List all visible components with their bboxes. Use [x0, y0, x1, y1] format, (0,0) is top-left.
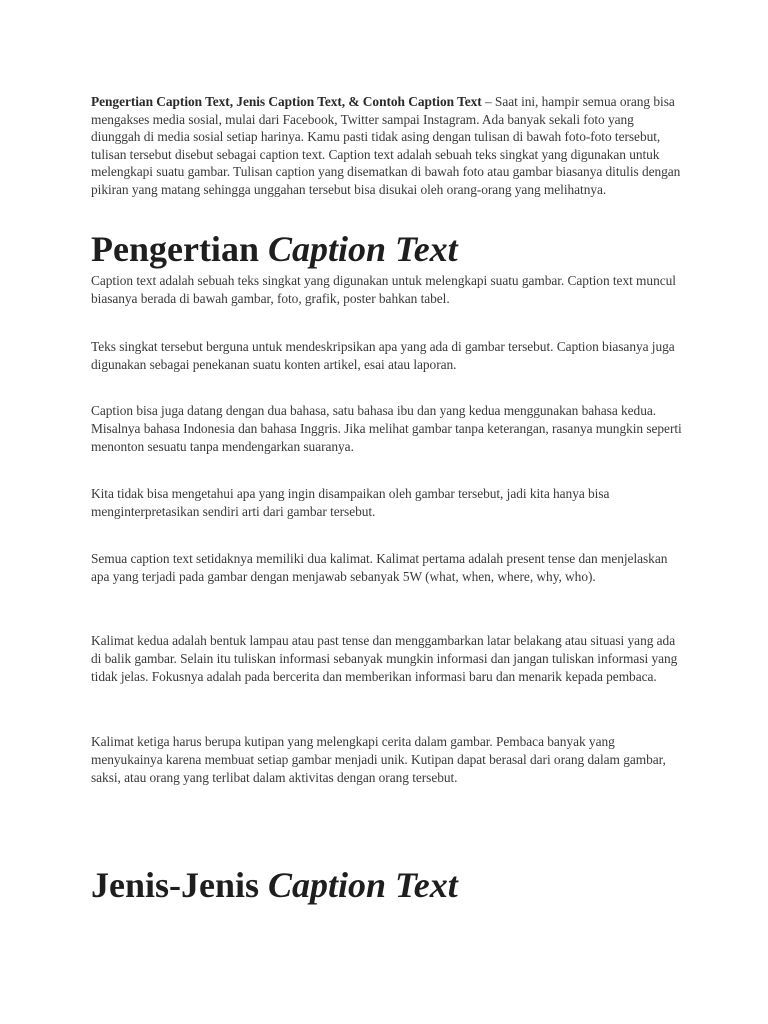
heading-pengertian-plain: Pengertian — [91, 229, 268, 269]
paragraph-3: Caption bisa juga datang dengan dua bahasa, satu bahasa ibu dan yang kedua menggunakan bahasa kedua. Misalnya bahasa Indonesia dan bahasa Inggris. Jika melihat gambar tanpa keterangan, rasanya mungkin seperti menonton sesuatu tanpa mendengarkan suaranya. — [91, 403, 682, 454]
paragraph-2: Teks singkat tersebut berguna untuk mendeskripsikan apa yang ada di gambar tersebut. Caption biasanya juga digunakan sebagai penekanan suatu konten artikel, esai atau laporan. — [91, 339, 675, 372]
heading-pengertian — [91, 229, 458, 269]
paragraph-6: Kalimat kedua adalah bentuk lampau atau past tense dan menggambarkan latar belakang atau situasi yang ada di balik gambar. Selain itu tuliskan informasi sebanyak mungkin informasi dan jangan tuliskan informasi yang tidak jelas. Fokusnya adalah pada bercerita dan memberikan informasi baru dan menarik kepada pembaca. — [91, 633, 678, 684]
paragraph-1: Caption text adalah sebuah teks singkat yang digunakan untuk melengkapi suatu gambar. Caption text muncul biasanya berada di bawah gambar, foto, grafik, poster bahkan tabel. — [91, 273, 676, 306]
intro-body: Saat ini, hampir semua orang bisa mengakses media sosial, mulai dari Facebook, Twitter sampai Instagram. Ada banyak sekali foto yang diunggah di media sosial setiap harinya. Kamu pasti tidak asing dengan tulisan di bawah foto-foto tersebut, tulisan tersebut disebut sebagai caption text. Caption text adalah sebuah teks singkat yang digunakan untuk melengkapi suatu gambar. Tulisan caption yang disematkan di bawah foto atau gambar biasanya ditulis dengan pikiran yang matang sehingga unggahan tersebut bisa disukai oleh orang-orang yang melihatnya. — [91, 94, 681, 197]
intro-paragraph — [91, 93, 683, 199]
intro-dash: – — [481, 94, 495, 109]
heading-jenis-italic: Caption Text — [268, 865, 458, 905]
paragraph-4: Kita tidak bisa mengetahui apa yang ingin disampaikan oleh gambar tersebut, jadi kita hanya bisa menginterpretasikan sendiri arti dari gambar tersebut. — [91, 486, 610, 519]
paragraph-5: Semua caption text setidaknya memiliki dua kalimat. Kalimat pertama adalah present tense dan menjelaskan apa yang terjadi pada gambar dengan menjawab sebanyak 5W (what, when, where, why, who). — [91, 551, 668, 584]
intro-lead: Pengertian Caption Text, Jenis Caption Text, & Contoh Caption Text — [91, 94, 482, 109]
heading-pengertian-italic: Caption Text — [267, 229, 458, 269]
heading-jenis-jenis — [91, 865, 458, 905]
heading-jenis-plain: Jenis-Jenis — [91, 865, 269, 905]
paragraph-7: Kalimat ketiga harus berupa kutipan yang melengkapi cerita dalam gambar. Pembaca banyak yang menyukainya karena membuat setiap gambar menjadi unik. Kutipan dapat berasal dari orang dalam gambar, saksi, atau orang yang terlibat dalam aktivitas dengan orang tersebut. — [91, 734, 666, 785]
